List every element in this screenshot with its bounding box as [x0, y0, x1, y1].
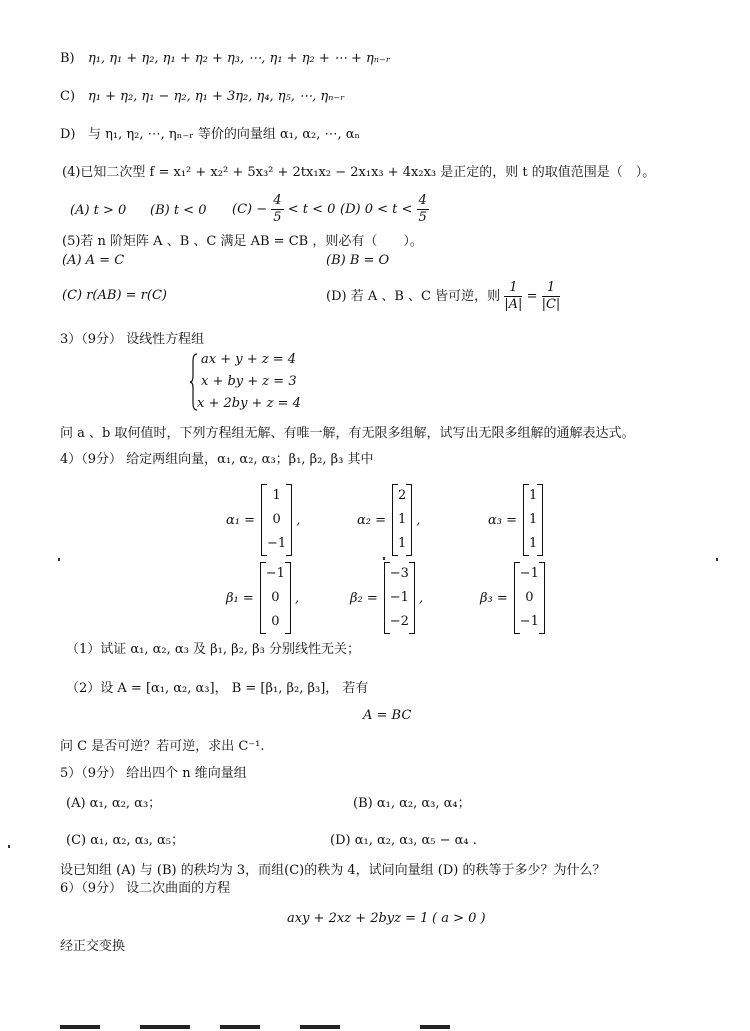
vector-entry: 1	[272, 488, 281, 503]
q4-option-b: (B) t < 0	[150, 203, 207, 218]
q5-option-d-prefix: (D) 若 A 、B 、C 皆可逆，则	[326, 289, 501, 304]
vector-column	[514, 562, 545, 634]
q5-option-d-den1: |A|	[504, 297, 523, 312]
p5-option-c: (C) α₁, α₂, α₃, α₅；	[66, 833, 184, 848]
q4-option-c-fraction	[271, 193, 283, 226]
scan-bottom-edge	[300, 1025, 340, 1029]
q4-option-c-prefix: (C) −	[232, 202, 268, 217]
vector-entry: −3	[389, 566, 409, 581]
scan-speck	[383, 557, 385, 560]
vector-3	[488, 484, 547, 556]
vector-entry: 0	[271, 614, 280, 629]
q4-option-d-prefix: (D) 0 < t <	[340, 202, 413, 217]
p5-option-b: (B) α₁, α₂, α₃, α₄；	[353, 796, 471, 811]
p6-heading: 6）（9分） 设二次曲面的方程	[60, 881, 231, 896]
vector-entry: −2	[389, 614, 409, 629]
vector-entry: −1	[519, 614, 539, 629]
option-c-text: η₁ + η₂, η₁ − η₂, η₁ + 3η₂, η₄, η₅, ⋯, ηₙ₋ᵣ	[88, 89, 345, 104]
p6-equation: axy + 2xz + 2byz = 1	[287, 911, 429, 926]
vector-entry: −1	[519, 566, 539, 581]
p3-eq1: ax + y + z = 4	[201, 352, 297, 367]
q4-option-d	[340, 193, 429, 226]
scan-speck	[716, 558, 718, 561]
vector-6	[480, 562, 549, 634]
vector-punct: ,	[294, 590, 300, 606]
q4-option-a: (A) t > 0	[70, 203, 127, 218]
q4-option-d-fraction	[417, 193, 429, 226]
vector-entry: 2	[398, 488, 407, 503]
p4-heading: 4）（9分） 给定两组向量，α₁, α₂, α₃；β₁, β₂, β₃ 其中	[60, 452, 374, 467]
p5-option-a: (A) α₁, α₂, α₃；	[66, 796, 162, 811]
vector-entry: 1	[398, 512, 407, 527]
p5-heading: 5）（9分） 给出四个 n 维向量组	[60, 766, 247, 781]
p4-equation: A = BC	[363, 708, 412, 723]
vector-entry: 0	[525, 590, 534, 605]
vector-entry: 1	[398, 536, 407, 551]
option-b-label: B)	[60, 51, 75, 66]
vector-label: β₁ =	[226, 590, 254, 606]
vector-label: α₁ =	[226, 512, 256, 528]
option-c-label: C)	[60, 89, 76, 104]
vector-column	[261, 484, 292, 556]
vector-entry: 0	[271, 590, 280, 605]
vector-punct: ,	[418, 590, 424, 606]
scan-speck	[58, 558, 60, 561]
p4-part2: （2）设 A = [α₁, α₂, α₃]， B = [β₁, β₂, β₃]， 若有	[66, 681, 369, 696]
scan-bottom-edge	[140, 1025, 190, 1029]
q4-option-c-num: 4	[273, 193, 282, 208]
p6-condition: ( a > 0 )	[432, 911, 486, 926]
vector-4	[226, 562, 299, 634]
vector-punct: ,	[416, 512, 421, 528]
vector-column	[523, 484, 543, 556]
vector-column	[392, 484, 412, 556]
p5-question: 设已知组 (A) 与 (B) 的秩均为 3，而组(C)的秩为 4，试问向量组 (D) 的秩等于多少？为什么？	[60, 863, 606, 878]
q5-option-b: (B) B = O	[326, 253, 390, 268]
vector-entry: 1	[529, 488, 538, 503]
vector-entry: 1	[529, 536, 538, 551]
option-b-text: η₁, η₁ + η₂, η₁ + η₂ + η₃, ⋯, η₁ + η₂ + ⋯ + ηₙ₋ᵣ	[88, 51, 391, 66]
q5-stem: (5)若 n 阶矩阵 A 、B 、C 满足 AB = CB ，则必有（ ）。	[62, 234, 423, 249]
q5-option-d-frac2	[542, 280, 561, 313]
vector-entry: −1	[267, 536, 287, 551]
p3-heading: 3）（9分） 设线性方程组	[60, 332, 205, 347]
vector-5	[350, 562, 423, 634]
q4-stem: (4)已知二次型 f = x₁² + x₂² + 5x₃² + 2tx₁x₂ − 2x₁x₃ + 4x₂x₃ 是正定的，则 t 的取值范围是（ ）。	[62, 165, 656, 180]
q5-option-d-den2: |C|	[541, 297, 561, 312]
vector-label: β₂ =	[350, 590, 378, 606]
q5-option-a: (A) A = C	[62, 253, 125, 268]
q4-option-d-den: 5	[418, 210, 427, 225]
q5-option-d-frac1	[504, 280, 522, 313]
q5-option-d-num2: 1	[542, 280, 561, 297]
vector-entry: −1	[265, 566, 285, 581]
q5-option-d-num1: 1	[504, 280, 522, 297]
vector-entry: 0	[272, 512, 281, 527]
vector-2	[357, 484, 420, 556]
vector-label: β₃ =	[480, 590, 508, 606]
vector-column	[384, 562, 415, 634]
vector-label: α₃ =	[488, 512, 518, 528]
vector-entry: −1	[389, 590, 409, 605]
q4-option-c	[232, 193, 335, 226]
q4-option-c-suffix: < t < 0	[287, 202, 336, 217]
q4-option-c-den: 5	[273, 210, 282, 225]
p3-eq2: x + by + z = 3	[201, 374, 297, 389]
p3-question: 问 a 、b 取何值时，下列方程组无解、有唯一解，有无限多组解，试写出无限多组解的通解表达式。	[60, 426, 635, 441]
p4-question: 问 C 是否可逆？若可逆，求出 C⁻¹.	[60, 739, 265, 754]
scan-bottom-edge	[60, 1025, 100, 1029]
q5-option-d	[326, 280, 560, 313]
scan-speck	[8, 845, 10, 848]
vector-entry: 1	[529, 512, 538, 527]
vector-1	[226, 484, 300, 556]
p4-part1: （1）试证 α₁, α₂, α₃ 及 β₁, β₂, β₃ 分别线性无关；	[66, 642, 361, 657]
option-d-text: 与 η₁, η₂, ⋯, ηₙ₋ᵣ 等价的向量组 α₁, α₂, ⋯, αₙ	[88, 127, 361, 142]
vector-column	[260, 562, 291, 634]
p3-eq3: x + 2by + z = 4	[197, 396, 301, 411]
q5-option-c: (C) r(AB) = r(C)	[62, 288, 167, 303]
vector-label: α₂ =	[357, 512, 387, 528]
p6-tail: 经正交变换	[60, 939, 126, 954]
q5-option-d-eq: =	[526, 289, 538, 304]
p5-option-d: (D) α₁, α₂, α₃, α₅ − α₄ .	[330, 833, 477, 848]
vector-punct: ,	[296, 512, 301, 528]
option-d-label: D)	[60, 127, 76, 142]
q4-option-d-num: 4	[418, 193, 427, 208]
scan-bottom-edge	[420, 1025, 450, 1029]
scan-bottom-edge	[220, 1025, 260, 1029]
